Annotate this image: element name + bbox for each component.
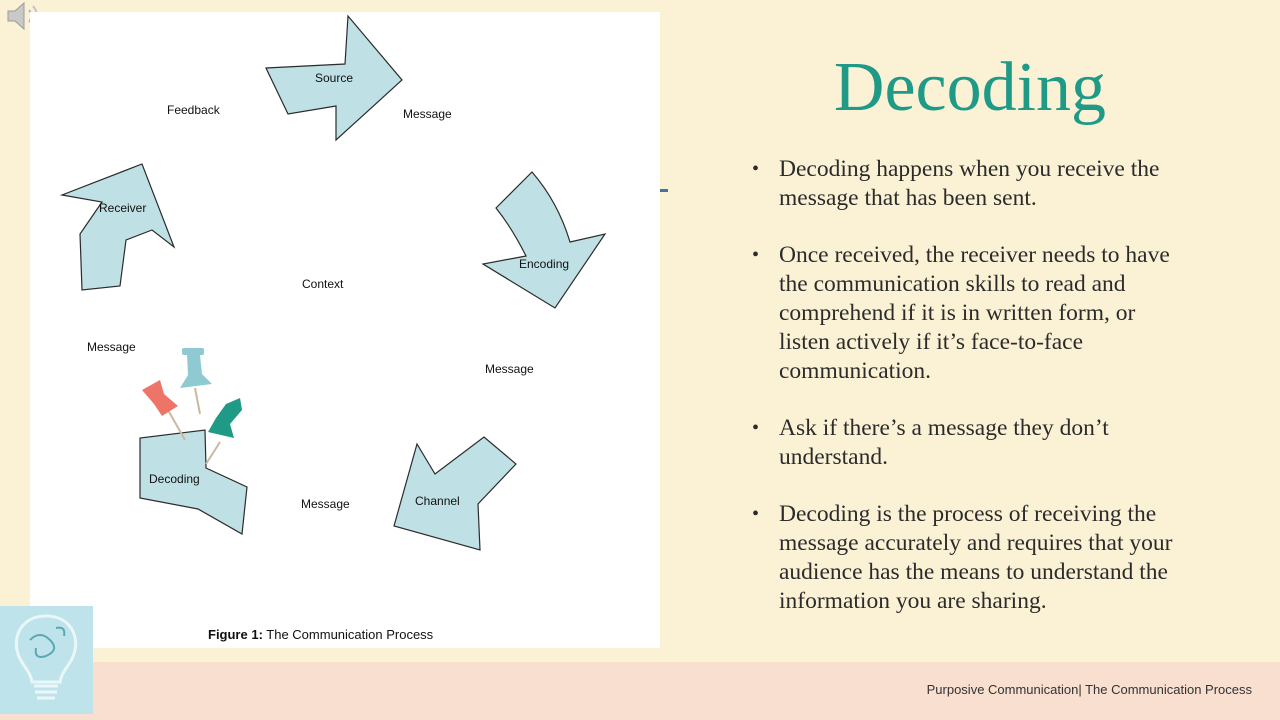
bullet-list bbox=[752, 155, 1192, 644]
message-label-bottom: Message bbox=[301, 497, 350, 511]
bullet-item: • Decoding is the process of receiving the message accurately and requires that your audience has the means to understand the information you are sharing. bbox=[752, 500, 1192, 616]
encoding-arrow bbox=[483, 172, 605, 308]
receiver-label: Receiver bbox=[99, 201, 147, 215]
channel-label: Channel bbox=[415, 494, 460, 508]
bullet-item: • Once received, the receiver needs to have the communication skills to read and comprehend if it is in written form, or listen actively if it’s face-to-face communication. bbox=[752, 241, 1192, 386]
source-label: Source bbox=[315, 71, 354, 85]
message-label-left: Message bbox=[87, 340, 136, 354]
figure-caption bbox=[208, 627, 433, 642]
bullet-item: • Ask if there’s a message they don’t understand. bbox=[752, 414, 1192, 472]
message-label-top: Message bbox=[403, 107, 452, 121]
caption-text: The Communication Process bbox=[262, 627, 434, 642]
slide-title: Decoding bbox=[833, 49, 1107, 126]
caption-bold: Figure 1: bbox=[208, 627, 263, 642]
encoding-label: Encoding bbox=[519, 257, 570, 271]
footer-text: Purposive Communication| The Communication Process bbox=[926, 682, 1252, 697]
message-label-right: Message bbox=[485, 362, 534, 376]
bullet-item: • Decoding happens when you receive the message that has been sent. bbox=[752, 155, 1192, 213]
slide-marker bbox=[660, 189, 668, 192]
lightbulb-doodle-icon bbox=[0, 606, 93, 714]
context-label: Context bbox=[302, 277, 344, 291]
decoding-label: Decoding bbox=[149, 472, 200, 486]
cycle-arrows bbox=[30, 12, 660, 648]
footer-bar bbox=[0, 662, 1280, 720]
feedback-label: Feedback bbox=[167, 103, 220, 117]
receiver-arrow bbox=[62, 164, 174, 290]
communication-process-figure bbox=[30, 12, 660, 648]
